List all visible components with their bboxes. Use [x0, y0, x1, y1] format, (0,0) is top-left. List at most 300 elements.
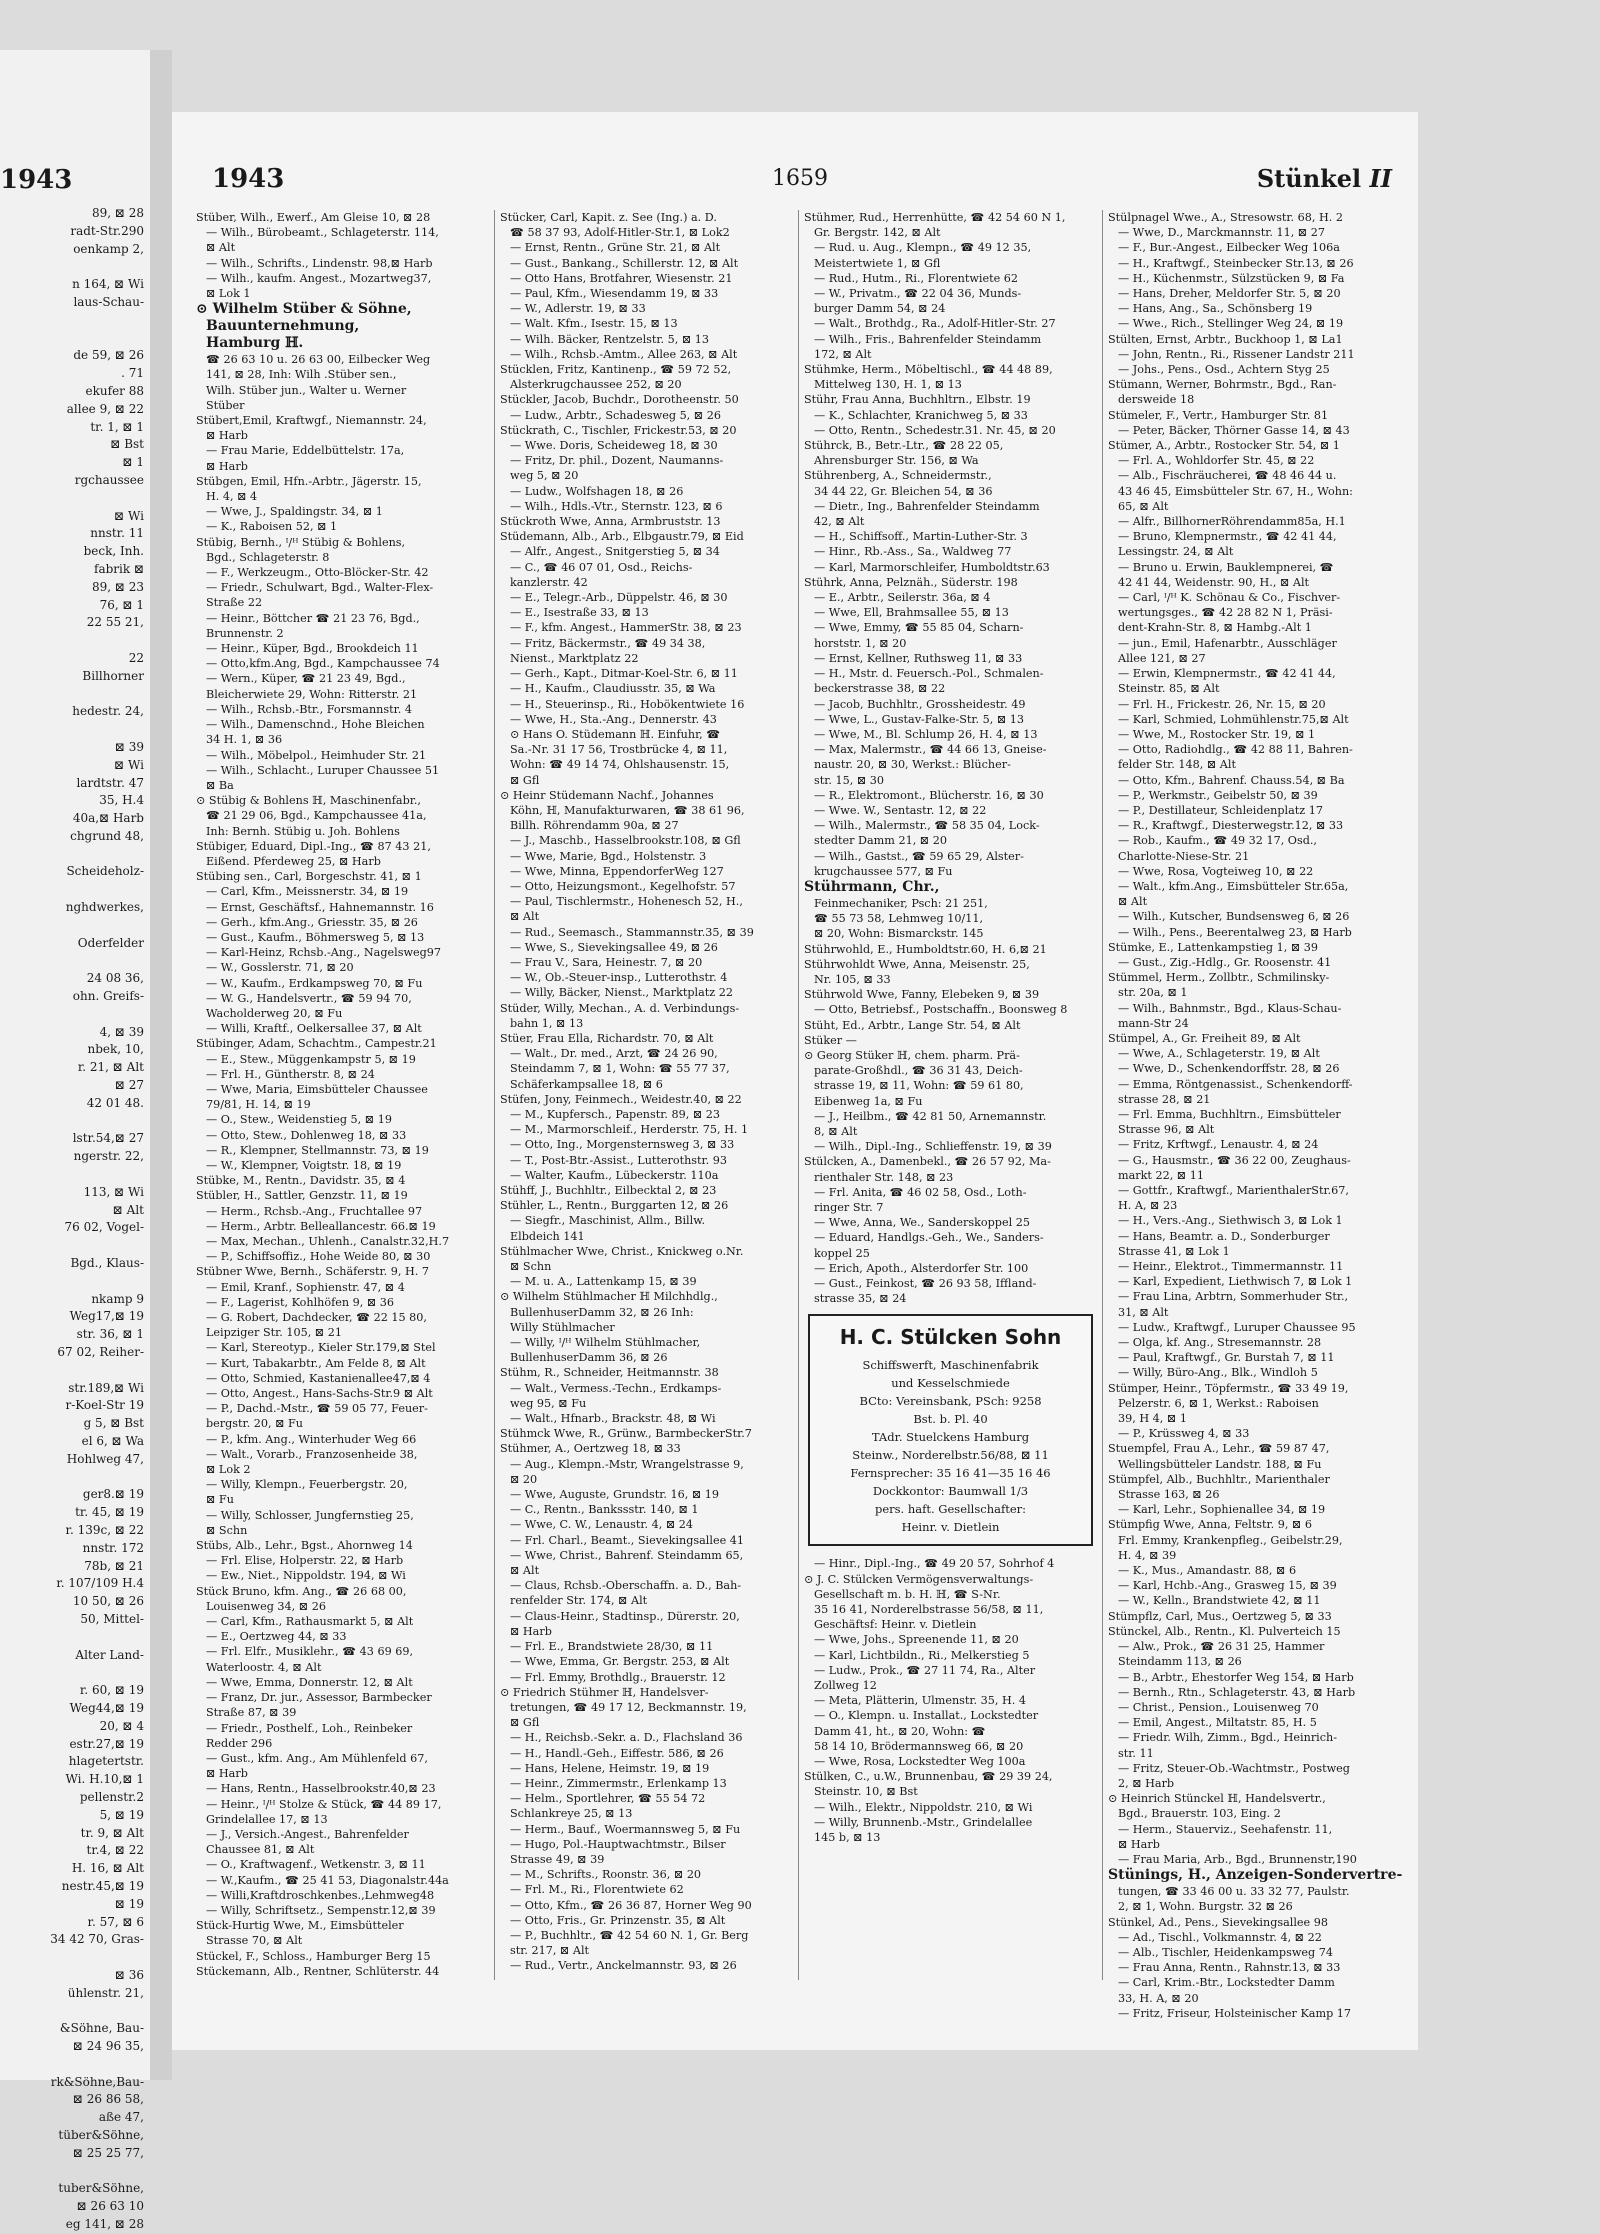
directory-entry: Stühmer, A., Oertzweg 18, ⊠ 33 — [500, 1442, 681, 1456]
directory-entry: 43 46 45, Eimsbütteler Str. 67, H., Wohn: — [1118, 484, 1353, 498]
directory-entry: — R., Kraftwgf., Diesterwegstr.12, ⊠ 33 — [1118, 819, 1344, 833]
facing-page-line — [0, 846, 150, 864]
facing-page-line: ⊠ Bst — [110, 437, 144, 452]
directory-entry: — Wwe, Rosa, Vogteiweg 10, ⊠ 22 — [1118, 864, 1314, 878]
directory-entry: — Wilh., Dipl.-Ing., Schlieffenstr. 19, ⊠ 39 — [814, 1140, 1052, 1154]
directory-entry: — Frl. Anita, ☎ 46 02 58, Osd., Loth- — [814, 1185, 1027, 1199]
advertisement-title: H. C. Stülcken Sohn — [839, 1325, 1062, 1350]
directory-entry: Stübiger, Eduard, Dipl.-Ing., ☎ 87 43 21, — [196, 839, 431, 853]
facing-page-line: ⊠ 1 — [122, 455, 144, 470]
directory-entry: Stückemann, Alb., Rentner, Schlüterstr. 44 — [196, 1964, 440, 1978]
advertisement-text — [820, 1356, 1081, 1536]
directory-entry: Stümke, E., Lattenkampstieg 1, ⊠ 39 — [1108, 940, 1319, 954]
directory-entry: — P., Krüssweg 4, ⊠ 33 — [1118, 1427, 1250, 1441]
directory-entry: Stück-Hurtig Wwe, M., Eimsbütteler — [196, 1919, 404, 1933]
directory-entry: Nienst., Marktplatz 22 — [510, 651, 639, 665]
facing-page-line: 50, Mittel- — [80, 1611, 144, 1626]
directory-entry: Strasse 163, ⊠ 26 — [1118, 1488, 1220, 1502]
column-3-entries-bottom — [804, 1556, 1097, 1845]
facing-page-line — [0, 632, 150, 650]
directory-entry: — E., Oertzweg 44, ⊠ 33 — [206, 1630, 347, 1644]
facing-page-line: 24 08 36, — [86, 971, 144, 986]
directory-entry: ☎ 21 29 06, Bgd., Kampchaussee 41a, — [206, 809, 427, 823]
directory-entry: mann-Str 24 — [1118, 1016, 1189, 1030]
directory-entry: — T., Post-Btr.-Assist., Lutterothstr. 93 — [510, 1153, 728, 1167]
directory-entry: 141, ⊠ 28, Inh: Wilh .Stüber sen., — [206, 368, 397, 382]
directory-entry: — Fritz, Dr. phil., Dozent, Naumanns- — [510, 454, 724, 468]
facing-page-line — [0, 917, 150, 935]
directory-entry: — Fritz, Bäckermstr., ☎ 49 34 38, — [510, 636, 706, 650]
directory-entry: ☎ 55 73 58, Lehmweg 10/11, — [814, 912, 983, 926]
directory-entry: — Ernst, Rentn., Grüne Str. 21, ⊠ Alt — [510, 241, 721, 255]
directory-entry: — Frl. H., Frickestr. 26, Nr. 15, ⊠ 20 — [1118, 697, 1326, 711]
directory-entry: 33, H. A, ⊠ 20 — [1118, 1991, 1199, 2005]
directory-entry: str. 11 — [1118, 1746, 1154, 1760]
directory-entry: — Helm., Sportlehrer, ☎ 55 54 72 — [510, 1792, 706, 1806]
directory-entry: — Wwe, J., Spaldingstr. 34, ⊠ 1 — [206, 505, 383, 519]
page-header — [212, 164, 1392, 198]
directory-entry: — Rud. u. Aug., Klempn., ☎ 49 12 35, — [814, 241, 1032, 255]
directory-entry: — Frl. Emmy, Brothdlg., Brauerstr. 12 — [510, 1670, 726, 1684]
directory-entry: ⊠ Gfl — [510, 1716, 540, 1730]
directory-entry: Frl. Emmy, Krankenpfleg., Geibelstr.29, — [1118, 1533, 1343, 1547]
directory-entry: ⊠ Gfl — [510, 773, 540, 787]
facing-page-line: 42 01 48. — [86, 1095, 144, 1110]
directory-entry: 8, ⊠ Alt — [814, 1124, 858, 1138]
directory-entry: — Wilh., Damenschnd., Hohe Bleichen — [206, 718, 425, 732]
directory-entry: — Gust., Bankang., Schillerstr. 12, ⊠ Alt — [510, 256, 739, 270]
directory-entry: H. 4, ⊠ 39 — [1118, 1548, 1177, 1562]
directory-entry: — Wwe, A., Schlageterstr. 19, ⊠ Alt — [1118, 1047, 1320, 1061]
directory-entry: Stührwohld, E., Humboldtstr.60, H. 6,⊠ 21 — [804, 942, 1047, 956]
directory-entry: — P., Destillateur, Schleidenplatz 17 — [1118, 803, 1323, 817]
facing-page-line: laus-Schau- — [73, 294, 144, 309]
facing-page-line: H. 16, ⊠ Alt — [71, 1861, 144, 1876]
column-1 — [196, 210, 489, 1980]
directory-entry: — Ludw., Kraftwgf., Luruper Chaussee 95 — [1118, 1320, 1356, 1334]
directory-entry: ⊠ Harb — [206, 1767, 248, 1781]
directory-entry: — Dietr., Ing., Bahrenfelder Steindamm — [814, 499, 1040, 513]
directory-entry: Schäferkampsallee 18, ⊠ 6 — [510, 1077, 663, 1091]
directory-entry: — W., Privatm., ☎ 22 04 36, Munds- — [814, 287, 1022, 301]
directory-entry: 39, H 4, ⊠ 1 — [1118, 1412, 1187, 1426]
directory-entry: — Wwe, M., Bl. Schlump 26, H. 4, ⊠ 13 — [814, 727, 1038, 741]
directory-entry: kanzlerstr. 42 — [510, 575, 588, 589]
directory-entry: — Walt., Brothdg., Ra., Adolf-Hitler-Str. 27 — [814, 317, 1056, 331]
directory-entry: — Wilh., Möbelpol., Heimhuder Str. 21 — [206, 748, 427, 762]
facing-page-line: 76, ⊠ 1 — [99, 597, 144, 612]
directory-entry: Stübner Wwe, Bernh., Schäferstr. 9, H. 7 — [196, 1265, 429, 1279]
directory-entry: Stülten, Ernst, Arbtr., Buckhoop 1, ⊠ La1 — [1108, 332, 1343, 346]
facing-page-line: rk&Söhne,Bau- — [50, 2074, 144, 2089]
facing-page-line: lardtstr. 47 — [76, 775, 144, 790]
facing-page-line: Wi. H.10,⊠ 1 — [65, 1772, 144, 1787]
directory-entry: Stümpflz, Carl, Mus., Oertzweg 5, ⊠ 33 — [1108, 1609, 1332, 1623]
directory-entry: — Alfr., BillhornerRöhrendamm85a, H.1 — [1118, 515, 1346, 529]
directory-entry: Stühlmacher Wwe, Christ., Knickweg o.Nr. — [500, 1244, 744, 1258]
directory-entry: — Heinr., Elektrot., Timmermannstr. 11 — [1118, 1260, 1344, 1274]
directory-entry: — Emil, Kranf., Sophienstr. 47, ⊠ 4 — [206, 1280, 405, 1294]
directory-entry: — Wilh. Bäcker, Rentzelstr. 5, ⊠ 13 — [510, 332, 710, 346]
directory-entry: renfelder Str. 174, ⊠ Alt — [510, 1594, 648, 1608]
column-divider — [1102, 210, 1103, 1980]
directory-entry: — Emil, Angest., Miltatstr. 85, H. 5 — [1118, 1716, 1317, 1730]
directory-entry: Stückroth Wwe, Anna, Armbruststr. 13 — [500, 515, 721, 529]
directory-entry: — Willy, Büro-Ang., Blk., Windloh 5 — [1118, 1366, 1318, 1380]
directory-entry: Stüder, Willy, Mechan., A. d. Verbindungs- — [500, 1001, 740, 1015]
facing-page-line: tr. 9, ⊠ Alt — [80, 1825, 144, 1840]
directory-entry: — Rud., Seemasch., Stammannstr.35, ⊠ 39 — [510, 925, 754, 939]
directory-entry: — Frau V., Sara, Heinestr. 7, ⊠ 20 — [510, 955, 703, 969]
directory-entry: — Willy, Klempn., Feuerbergstr. 20, — [206, 1478, 408, 1492]
directory-entry: Stührk, Anna, Pelznäh., Süderstr. 198 — [804, 575, 1018, 589]
advertisement-line: TAdr. Stuelckens Hamburg — [871, 1430, 1030, 1445]
directory-entry: ⊙ Wilhelm Stühlmacher ℍ Milchhdlg., — [500, 1290, 718, 1304]
directory-entry: — Erich, Apoth., Alsterdorfer Str. 100 — [814, 1261, 1029, 1275]
directory-entry: 2, ⊠ Harb — [1118, 1776, 1175, 1790]
facing-page-line — [0, 686, 150, 704]
directory-entry: Stüber — [206, 398, 245, 412]
directory-entry: — W.,Kaufm., ☎ 25 41 53, Diagonalstr.44a — [206, 1873, 449, 1887]
directory-entry: Pelzerstr. 6, ⊠ 1, Werkst.: Raboisen — [1118, 1396, 1319, 1410]
directory-entry: Sa.-Nr. 31 17 56, Trostbrücke 4, ⊠ 11, — [510, 743, 728, 757]
directory-entry: Strasse 96, ⊠ Alt — [1118, 1123, 1215, 1137]
directory-entry: — Siegfr., Maschinist, Allm., Billw. — [510, 1214, 706, 1228]
facing-page-line: 5, ⊠ 19 — [99, 1807, 144, 1822]
directory-entry: — Frau Marie, Eddelbüttelstr. 17a, — [206, 444, 405, 458]
directory-entry: ⊠ Alt — [206, 241, 236, 255]
facing-page-line: Billhorner — [82, 668, 144, 683]
directory-entry: Stünckel, Alb., Rentn., Kl. Pulverteich 15 — [1108, 1624, 1341, 1638]
directory-entry: — Ad., Tischl., Volkmannstr. 4, ⊠ 22 — [1118, 1930, 1322, 1944]
directory-entry: — Frl. H., Güntherstr. 8, ⊠ 24 — [206, 1067, 375, 1081]
directory-entry: — Wwe, Minna, EppendorferWeg 127 — [510, 864, 724, 878]
directory-entry: — Wwe, Anna, We., Sanderskoppel 25 — [814, 1216, 1030, 1230]
directory-entry: — H., Kraftwgf., Steinbecker Str.13, ⊠ 26 — [1118, 256, 1354, 270]
directory-entry: 172, ⊠ Alt — [814, 347, 872, 361]
directory-entry: — W., Gosslerstr. 71, ⊠ 20 — [206, 961, 354, 975]
directory-entry: — Wwe. W., Sentastr. 12, ⊠ 22 — [814, 803, 987, 817]
directory-entry: Köhn, ℍ, Manufakturwaren, ☎ 38 61 96, — [510, 803, 745, 817]
directory-entry: — Frl. Elise, Holperstr. 22, ⊠ Harb — [206, 1554, 404, 1568]
directory-entry: Alsterkrugchaussee 252, ⊠ 20 — [510, 378, 682, 392]
directory-entry: — P., kfm. Ang., Winterhuder Weg 66 — [206, 1432, 417, 1446]
directory-entry: — Frl. E., Brandstwiete 28/30, ⊠ 11 — [510, 1640, 714, 1654]
directory-entry: koppel 25 — [814, 1246, 870, 1260]
directory-entry: str. 15, ⊠ 30 — [814, 773, 884, 787]
facing-page-line — [0, 1362, 150, 1380]
directory-entry: — Willy, Schriftsetz., Sempenstr.12,⊠ 39 — [206, 1903, 436, 1917]
directory-entry: — Alb., Tischler, Heidenkampsweg 74 — [1118, 1945, 1333, 1959]
directory-entry: Stühff, J., Buchhltr., Eilbecktal 2, ⊠ 23 — [500, 1184, 717, 1197]
directory-entry: — Willy, Bäcker, Nienst., Marktplatz 22 — [510, 986, 733, 1000]
directory-entry: weg 5, ⊠ 20 — [510, 469, 579, 483]
directory-entry: — Wilh., Pens., Beerentalweg 23, ⊠ Harb — [1118, 925, 1352, 939]
directory-entry: Straße 87, ⊠ 39 — [206, 1706, 297, 1720]
facing-page-line: str.189,⊠ Wi — [68, 1380, 144, 1395]
facing-page-line: 78b, ⊠ 21 — [84, 1558, 144, 1573]
running-head-name: Stünkel — [1256, 164, 1362, 193]
directory-entry: Stührck, B., Betr.-Ltr., ☎ 28 22 05, — [804, 439, 1004, 453]
directory-entry: — Karl, Schmied, Lohmühlenstr.75,⊠ Alt — [1118, 712, 1349, 726]
facing-page-line — [0, 1006, 150, 1024]
directory-entry: — Gottfr., Kraftwgf., MarienthalerStr.67, — [1118, 1184, 1349, 1197]
directory-entry: Stülken, C., u.W., Brunnenbau, ☎ 29 39 24, — [804, 1770, 1053, 1784]
column-divider — [494, 210, 495, 1980]
directory-entry: — Fritz, Friseur, Holsteinischer Kamp 17 — [1118, 2006, 1352, 2020]
directory-entry: — Ludw., Prok., ☎ 27 11 74, Ra., Alter — [814, 1663, 1036, 1677]
directory-entry: — Frl. Elfr., Musiklehr., ☎ 43 69 69, — [206, 1645, 414, 1659]
directory-entry: — Wwe., Rich., Stellinger Weg 24, ⊠ 19 — [1118, 317, 1344, 331]
directory-entry: — H., Handl.-Geh., Eiffestr. 586, ⊠ 26 — [510, 1746, 724, 1760]
directory-entry: Stühmke, Herm., Möbeltischl., ☎ 44 48 89, — [804, 363, 1053, 377]
directory-entry: horststr. 1, ⊠ 20 — [814, 636, 907, 650]
facing-page-line — [0, 881, 150, 899]
directory-entry: strasse 19, ⊠ 11, Wohn: ☎ 59 61 80, — [814, 1079, 1024, 1093]
directory-entry: 79/81, H. 14, ⊠ 19 — [206, 1098, 311, 1112]
directory-entry: Bleicherwiete 29, Wohn: Ritterstr. 21 — [206, 687, 418, 701]
directory-entry: Redder 296 — [206, 1736, 273, 1750]
directory-entry: — W., Kaufm., Erdkampsweg 70, ⊠ Fu — [206, 976, 423, 990]
directory-entry: ⊠ Alt — [510, 1564, 540, 1578]
directory-entry: ⊠ Alt — [1118, 895, 1148, 909]
directory-entry: — Hans, Rentn., Hasselbrookstr.40,⊠ 23 — [206, 1782, 436, 1796]
directory-entry: — Wilh., Fris., Bahrenfelder Steindamm — [814, 332, 1042, 346]
directory-entry: markt 22, ⊠ 11 — [1118, 1168, 1204, 1182]
directory-entry: tretungen, ☎ 49 17 12, Beckmannstr. 19, — [510, 1700, 747, 1714]
facing-page-line — [0, 1629, 150, 1647]
facing-page-line — [0, 721, 150, 739]
directory-entry: — O., Stew., Weidenstieg 5, ⊠ 19 — [206, 1113, 392, 1127]
directory-entry: Stübing sen., Carl, Borgeschstr. 41, ⊠ 1 — [196, 870, 422, 884]
facing-page-line: ohn. Greifs- — [72, 989, 144, 1004]
facing-page-line: radt-Str.290 — [70, 223, 144, 238]
directory-entry: — Karl-Heinz, Rchsb.-Ang., Nagelsweg97 — [206, 946, 442, 960]
facing-page-line: r. 139c, ⊠ 22 — [65, 1522, 144, 1537]
directory-entry: — P., Schiffsoffiz., Hohe Weide 80, ⊠ 30 — [206, 1250, 431, 1264]
directory-entry: 42, ⊠ Alt — [814, 515, 865, 529]
directory-entry: — Herm., Arbtr. Belleallancestr. 66.⊠ 19 — [206, 1219, 436, 1233]
directory-entry: Strasse 41, ⊠ Lok 1 — [1118, 1244, 1230, 1258]
directory-entry: Steindamm 7, ⊠ 1, Wohn: ☎ 55 77 37, — [510, 1062, 730, 1076]
running-head-part: II — [1369, 164, 1392, 193]
directory-entry: — H., Steuerinsp., Ri., Hobökentwiete 16 — [510, 697, 745, 711]
directory-entry: naustr. 20, ⊠ 30, Werkst.: Blücher- — [814, 758, 1011, 772]
directory-entry: — Willy, ᴵ/ᴴ Wilhelm Stühlmacher, — [510, 1336, 701, 1350]
directory-entry: ⊠ Alt — [510, 910, 540, 924]
directory-entry: Stüht, Ed., Arbtr., Lange Str. 54, ⊠ Alt — [804, 1018, 1021, 1032]
directory-entry: — Johs., Pens., Osd., Achtern Styg 25 — [1118, 363, 1330, 377]
facing-page-line: r-Koel-Str 19 — [65, 1398, 144, 1413]
directory-entry: Chaussee 81, ⊠ Alt — [206, 1843, 315, 1857]
directory-entry: — Frl. A., Wohldorfer Str. 45, ⊠ 22 — [1118, 454, 1315, 468]
directory-entry: — Otto, Ing., Morgensternsweg 3, ⊠ 33 — [510, 1138, 735, 1152]
directory-entry: — H., Reichsb.-Sekr. a. D., Flachsland 36 — [510, 1731, 743, 1745]
directory-entry: Stünings, H., Anzeigen-Sondervertre- — [1108, 1867, 1403, 1884]
directory-entry: — J., Versich.-Angest., Bahrenfelder — [206, 1827, 409, 1841]
facing-page-line — [0, 2056, 150, 2074]
facing-page-line: 4, ⊠ 39 — [99, 1024, 144, 1039]
directory-entry: Lessingstr. 24, ⊠ Alt — [1118, 545, 1234, 559]
facing-page-line: ngerstr. 22, — [73, 1149, 144, 1164]
directory-entry: — Walter, Kaufm., Lübeckerstr. 110a — [510, 1168, 719, 1182]
directory-entry: strasse 35, ⊠ 24 — [814, 1292, 907, 1306]
directory-entry: BullenhuserDamm 32, ⊠ 26 Inh: — [510, 1305, 694, 1319]
facing-page-line: Bgd., Klaus- — [70, 1256, 144, 1271]
facing-page-line: nnstr. 172 — [82, 1540, 144, 1555]
directory-entry: — Willi,Kraftdroschkenbes.,Lehmweg48 — [206, 1888, 435, 1902]
directory-entry: ⊠ 20, Wohn: Bismarckstr. 145 — [814, 927, 984, 941]
directory-entry: H. 4, ⊠ 4 — [206, 490, 258, 504]
directory-entry: — Otto, Kfm., ☎ 26 36 87, Horner Weg 90 — [510, 1898, 752, 1912]
directory-entry: — O., Klempn. u. Installat., Lockstedter — [814, 1709, 1039, 1723]
facing-page-line: r. 60, ⊠ 19 — [79, 1683, 144, 1698]
advertisement-line: Schiffswerft, Maschinenfabrik — [862, 1358, 1039, 1373]
directory-entry: Hamburg ℍ. — [206, 335, 304, 352]
directory-entry: Stührmann, Chr., — [804, 878, 940, 895]
directory-entry: tungen, ☎ 33 46 00 u. 33 32 77, Paulstr. — [1118, 1885, 1350, 1899]
directory-entry: — J., Maschb., Hasselbrookstr.108, ⊠ Gfl — [510, 834, 741, 848]
directory-entry: — Otto, Angest., Hans-Sachs-Str.9 ⊠ Alt — [206, 1387, 433, 1401]
facing-page-line: de 59, ⊠ 26 — [73, 348, 144, 363]
facing-page-line: oenkamp 2, — [73, 241, 144, 256]
directory-entry: — Fritz, Steuer-Ob.-Wachtmstr., Postweg — [1118, 1761, 1350, 1775]
directory-entry: — Wilh., Rchsb.-Amtm., Allee 263, ⊠ Alt — [510, 347, 738, 361]
facing-page-line: ⊠ 36 — [114, 1967, 144, 1982]
directory-entry: — W., Adlerstr. 19, ⊠ 33 — [510, 302, 646, 316]
facing-page-line: chgrund 48, — [70, 828, 144, 843]
directory-entry: 2, ⊠ 1, Wohn. Burgstr. 32 ⊠ 26 — [1118, 1900, 1293, 1914]
facing-page-line — [0, 1237, 150, 1255]
directory-entry: Gr. Bergstr. 142, ⊠ Alt — [814, 226, 941, 240]
directory-entry: — Paul, Kraftwgf., Gr. Burstah 7, ⊠ 11 — [1118, 1351, 1335, 1365]
facing-page-line: 89, ⊠ 23 — [91, 579, 144, 594]
directory-entry: — Otto, Schmied, Kastanienallee47,⊠ 4 — [206, 1371, 431, 1385]
directory-entry: — Friedr., Schulwart, Bgd., Walter-Flex- — [206, 581, 434, 595]
directory-entry: — K., Mus., Amandastr. 88, ⊠ 6 — [1118, 1564, 1297, 1578]
directory-entry: — G. Robert, Dachdecker, ☎ 22 15 80, — [206, 1311, 427, 1325]
directory-entry: — Wilh., Elektr., Nippoldstr. 210, ⊠ Wi — [814, 1800, 1033, 1814]
facing-page-line: 10 50, ⊠ 26 — [72, 1594, 144, 1609]
facing-page-line — [0, 1166, 150, 1184]
directory-entry: Stümmel, Herm., Zollbtr., Schmilinsky- — [1108, 971, 1330, 985]
directory-entry: Strasse 49, ⊠ 39 — [510, 1852, 605, 1866]
directory-entry: Stücklen, Fritz, Kantinenp., ☎ 59 72 52, — [500, 363, 732, 377]
advertisement-line: Bst. b. Pl. 40 — [913, 1412, 988, 1427]
facing-page-line: &Söhne, Bau- — [59, 2021, 144, 2036]
directory-entry: — Otto, Kfm., Bahrenf. Chauss.54, ⊠ Ba — [1118, 773, 1345, 787]
directory-entry: ☎ 26 63 10 u. 26 63 00, Eilbecker Weg — [206, 353, 431, 367]
directory-entry: — Karl, Lichtbildn., Ri., Melkerstieg 5 — [814, 1648, 1030, 1662]
directory-entry: Bauunternehmung, — [206, 318, 360, 335]
facing-page-line: 34 42 70, Gras- — [50, 1932, 144, 1947]
facing-page-line — [0, 1469, 150, 1487]
directory-entry: — Gust., kfm. Ang., Am Mühlenfeld 67, — [206, 1751, 428, 1765]
running-head — [1257, 164, 1392, 193]
directory-entry: str. 217, ⊠ Alt — [510, 1944, 590, 1958]
page-number: 1659 — [772, 166, 828, 191]
advertisement-line: pers. haft. Gesellschafter: — [874, 1502, 1027, 1517]
facing-page-year: 1943 — [0, 165, 73, 195]
directory-entry: ⊠ 20 — [510, 1472, 538, 1486]
facing-page-line: hlagetertstr. — [68, 1754, 144, 1769]
directory-entry: Stückel, F., Schloss., Hamburger Berg 15 — [196, 1949, 431, 1963]
directory-entry: — Heinr., Böttcher ☎ 21 23 76, Bgd., — [206, 611, 420, 625]
directory-entry: Wacholderweg 20, ⊠ Fu — [206, 1006, 343, 1020]
directory-entry: krugchaussee 577, ⊠ Fu — [814, 864, 953, 878]
facing-page-line: 67 02, Reiher- — [57, 1345, 144, 1359]
directory-entry: — Otto, Fris., Gr. Prinzenstr. 35, ⊠ Alt — [510, 1913, 726, 1927]
directory-entry: — F., Werkzeugm., Otto-Blöcker-Str. 42 — [206, 566, 429, 580]
facing-page-line — [0, 1113, 150, 1131]
directory-entry: Stühm, R., Schneider, Heitmannstr. 38 — [500, 1366, 719, 1380]
directory-entry: — Wilh., Schlacht., Luruper Chaussee 51 — [206, 763, 440, 777]
directory-entry: — Kurt, Tabakarbtr., Am Felde 8, ⊠ Alt — [206, 1356, 426, 1370]
directory-entry: — Christ., Pension., Louisenweg 70 — [1118, 1700, 1319, 1714]
directory-entry: bahn 1, ⊠ 13 — [510, 1016, 584, 1030]
directory-entry: — W., Ob.-Steuer-insp., Lutterothstr. 4 — [510, 971, 728, 985]
directory-entry: Billh. Röhrendamm 90a, ⊠ 27 — [510, 819, 679, 833]
directory-entry: — Walt., kfm.Ang., Eimsbütteler Str.65a, — [1118, 879, 1349, 893]
directory-entry: — Ludw., Wolfshagen 18, ⊠ 26 — [510, 484, 684, 498]
directory-entry: Stührwohldt Wwe, Anna, Meisenstr. 25, — [804, 957, 1030, 971]
facing-page-line: nkamp 9 — [91, 1291, 144, 1306]
facing-page-line: fabrik ⊠ — [94, 561, 144, 576]
facing-page-line: estr.27,⊠ 19 — [69, 1736, 144, 1751]
directory-entry: — Wwe, Johs., Spreenende 11, ⊠ 20 — [814, 1633, 1019, 1647]
directory-entry: — Karl, Expedient, Liethwisch 7, ⊠ Lok 1 — [1118, 1275, 1353, 1289]
directory-entry: Mittelweg 130, H. 1, ⊠ 13 — [814, 378, 962, 392]
directory-entry: — Emma, Röntgenassist., Schenkendorff- — [1118, 1077, 1353, 1091]
directory-entry: — K., Raboisen 52, ⊠ 1 — [206, 520, 338, 534]
directory-entry: H. A, ⊠ 23 — [1118, 1199, 1178, 1213]
directory-entry: — F., Lagerist, Kohlhöfen 9, ⊠ 36 — [206, 1295, 395, 1309]
facing-page-line: . 71 — [121, 366, 144, 381]
directory-entry: — Karl, Lehr., Sophienallee 34, ⊠ 19 — [1118, 1503, 1326, 1517]
directory-entry: Meistertwiete 1, ⊠ Gfl — [814, 256, 941, 270]
directory-entry: Leipziger Str. 105, ⊠ 21 — [206, 1326, 342, 1340]
directory-entry: — Jacob, Buchhltr., Grossheidestr. 49 — [814, 697, 1026, 711]
directory-entry: — Rud., Hutm., Ri., Florentwiete 62 — [814, 271, 1019, 285]
directory-entry: — Wilh., Malermstr., ☎ 58 35 04, Lock- — [814, 819, 1040, 833]
directory-entry: — Paul, Kfm., Wiesendamm 19, ⊠ 33 — [510, 287, 719, 301]
directory-entry: — Frau Lina, Arbtrn, Sommerhuder Str., — [1118, 1290, 1349, 1304]
directory-entry: str. 20a, ⊠ 1 — [1118, 986, 1188, 1000]
directory-entry: — Wwe, M., Rostocker Str. 19, ⊠ 1 — [1118, 727, 1316, 741]
directory-entry: — Walt., Vorarb., Franzosenheide 38, — [206, 1447, 418, 1461]
directory-entry: — Otto,kfm.Ang, Bgd., Kampchaussee 74 — [206, 657, 440, 671]
directory-entry: Stübke, M., Rentn., Davidstr. 35, ⊠ 4 — [196, 1174, 406, 1188]
directory-entry: Stümpel, A., Gr. Freiheit 89, ⊠ Alt — [1108, 1031, 1301, 1045]
directory-entry: Eibenweg 1a, ⊠ Fu — [814, 1094, 923, 1108]
facing-page-line: nbek, 10, — [87, 1042, 144, 1057]
directory-entry: ⊠ Schn — [206, 1523, 248, 1537]
facing-page-text — [0, 205, 150, 2234]
facing-page-line: Scheideholz- — [66, 864, 144, 879]
directory-entry: — Frl. Charl., Beamt., Sievekingsallee 41 — [510, 1533, 744, 1547]
directory-entry: — F., Bur.-Angest., Eilbecker Weg 106a — [1118, 241, 1340, 255]
facing-page-line: str. 36, ⊠ 1 — [76, 1327, 144, 1342]
directory-entry: — Friedr., Posthelf., Loh., Reinbeker — [206, 1721, 413, 1735]
directory-entry: Grindelallee 17, ⊠ 13 — [206, 1812, 328, 1826]
directory-entry: Stümpfig Wwe, Anna, Feltstr. 9, ⊠ 6 — [1108, 1518, 1312, 1532]
directory-entry: ⊠ Lok 1 — [206, 287, 251, 301]
directory-entry: — Wwe, H., Sta.-Ang., Dennerstr. 43 — [510, 712, 717, 726]
directory-entry: — Bruno, Klempnermstr., ☎ 42 41 44, — [1118, 530, 1337, 544]
directory-entry: Wilh. Stüber jun., Walter u. Werner — [206, 383, 407, 397]
directory-entry: Inh: Bernh. Stübig u. Joh. Bohlens — [206, 824, 400, 838]
directory-entry: Stübinger, Adam, Schachtm., Campestr.21 — [196, 1037, 437, 1051]
